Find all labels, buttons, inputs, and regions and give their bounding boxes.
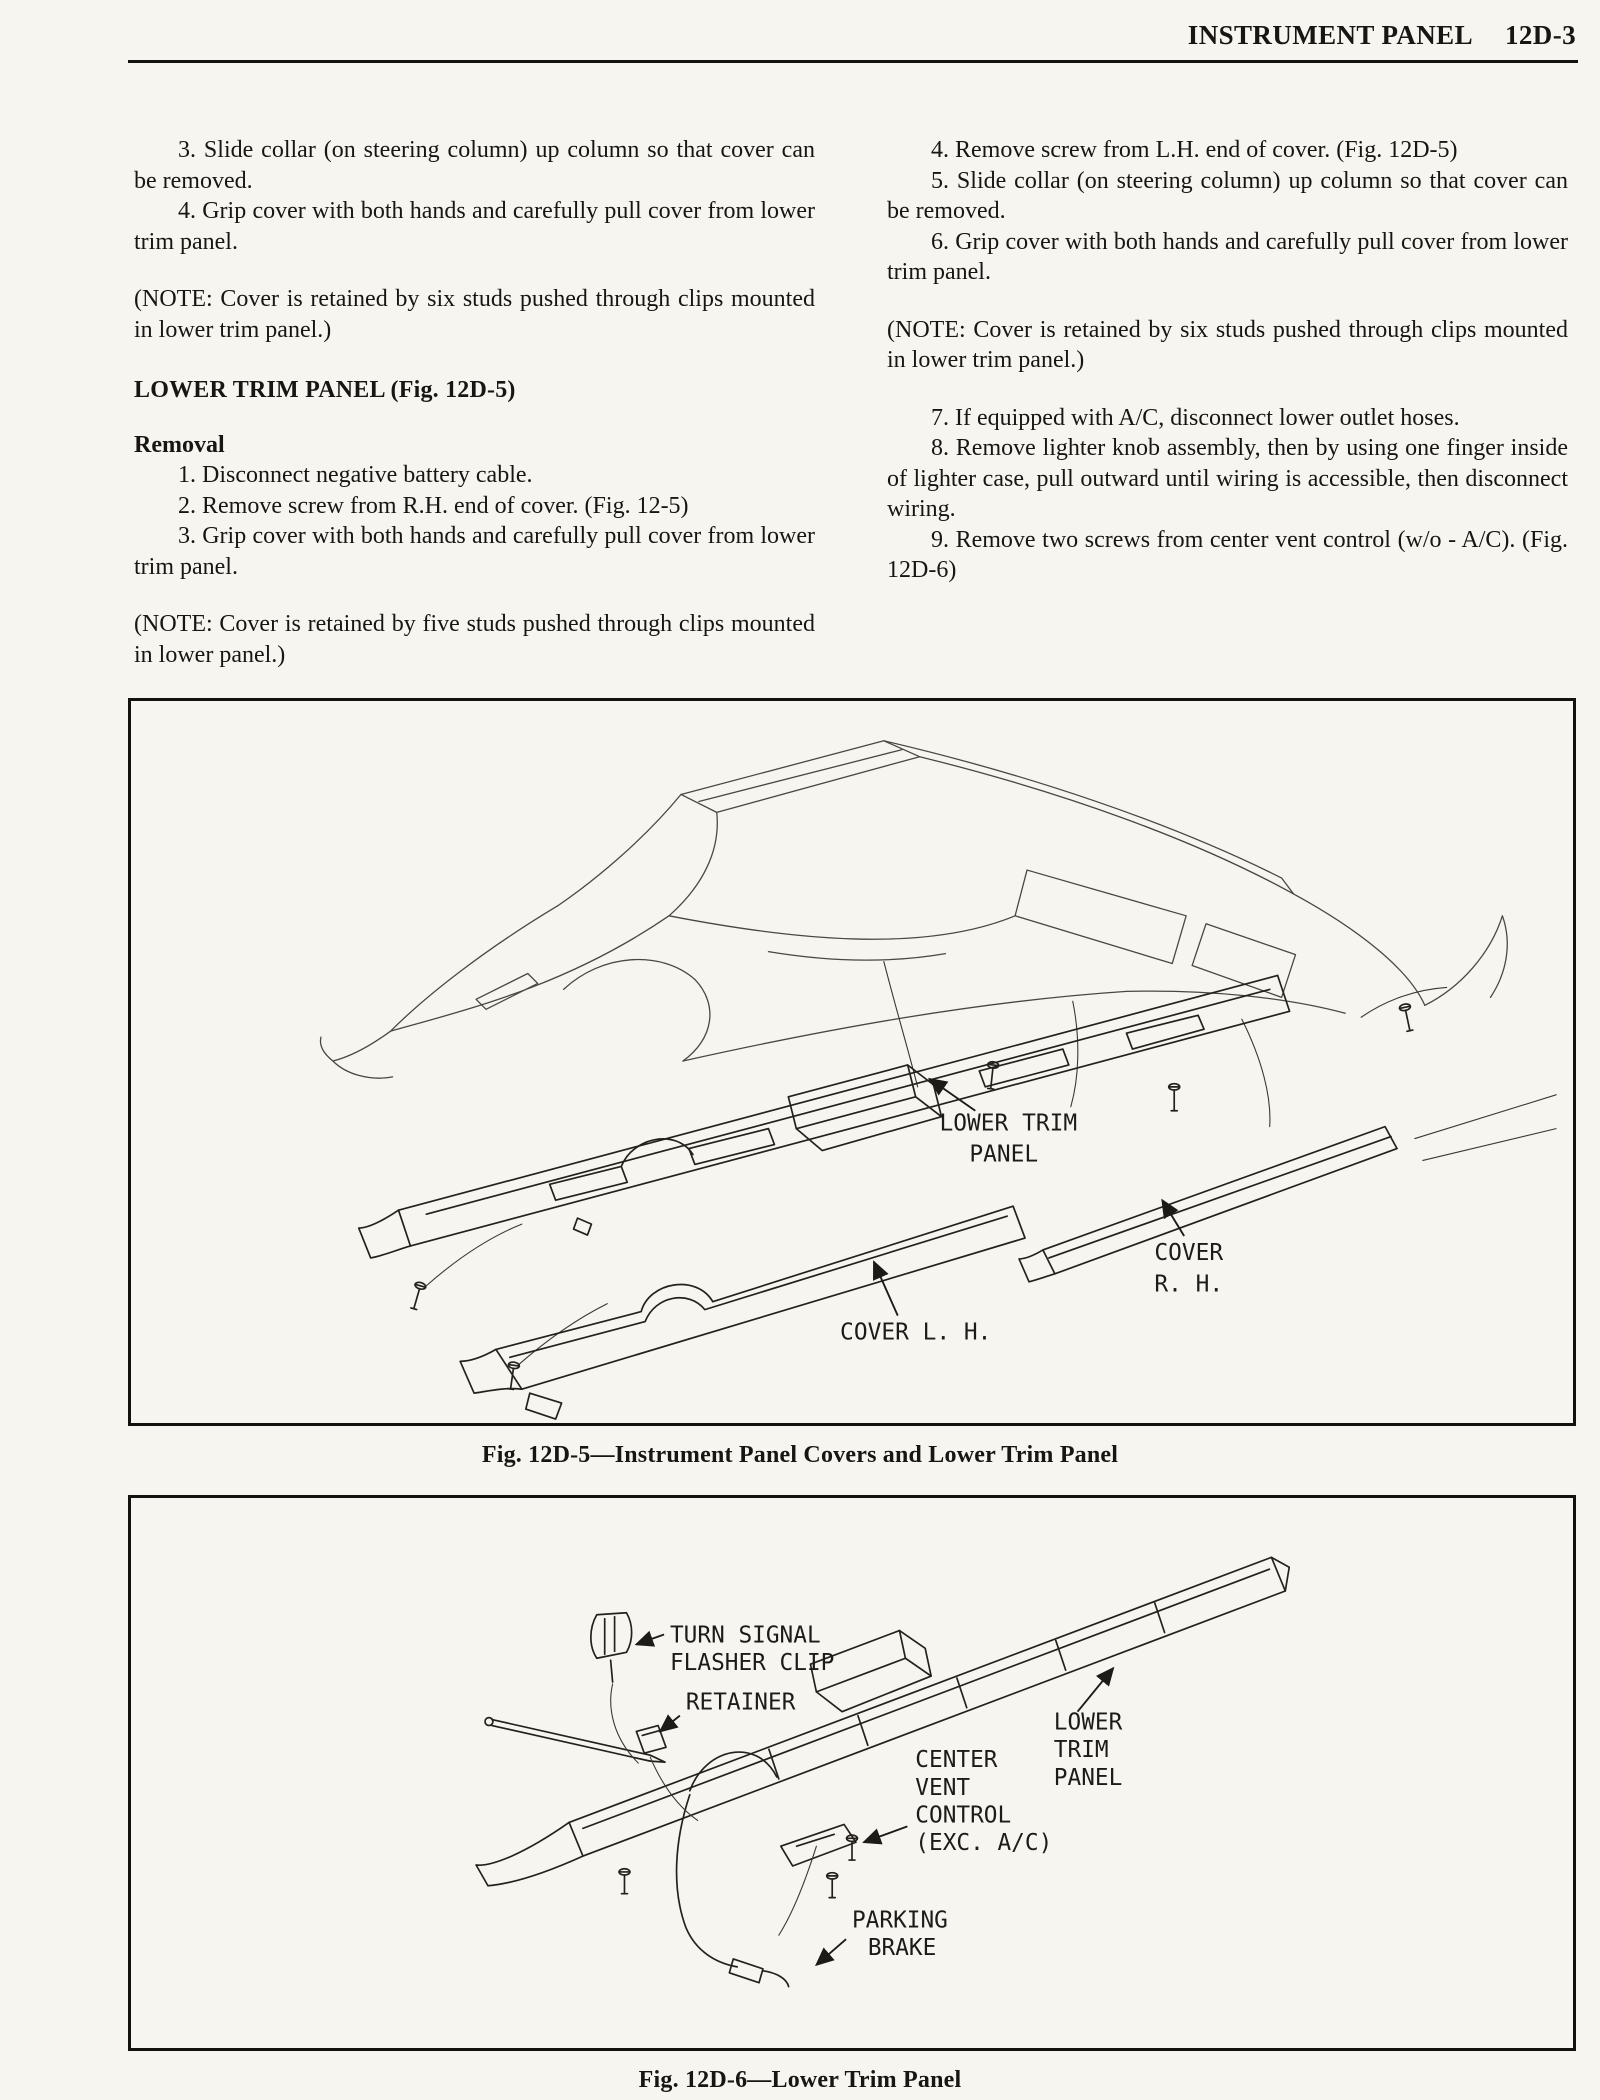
figure-12d-5 [128, 698, 1576, 1426]
step-paragraph: 3. Slide collar (on steering column) up column so that cover can be removed. [134, 137, 815, 194]
step-paragraph: 1. Disconnect negative battery cable. [178, 462, 533, 488]
wiring-lines [611, 1684, 817, 1935]
step-paragraph: 5. Slide collar (on steering column) up column so that cover can be removed. [887, 167, 1568, 224]
flasher-clip-icon [591, 1613, 632, 1682]
label-turn-signal-flasher-clip: FLASHER CLIP [669, 1650, 835, 1677]
page-title: INSTRUMENT PANEL [1187, 20, 1473, 50]
header-rule [128, 60, 1578, 63]
label-parking-brake: BRAKE [867, 1935, 937, 1962]
step-paragraph: 9. Remove two screws from center vent control (w/o - A/C). (Fig. 12D-6) [887, 526, 1568, 583]
step-paragraph: 2. Remove screw from R.H. end of cover. (Fig. 12-5) [178, 492, 689, 519]
label-lower-trim-panel: LOWER TRIM [939, 1110, 1078, 1137]
sub-heading-removal: Removal [134, 431, 225, 458]
lower-trim-panel-part [476, 1557, 1289, 1885]
label-center-vent-control: VENT [915, 1774, 971, 1801]
label-lower-trim-panel: PANEL [969, 1141, 1039, 1168]
lower-trim-panel-part [359, 975, 1290, 1257]
label-cover-rh: COVER [1154, 1239, 1224, 1266]
page-header [0, 0, 1600, 51]
lower-trim-panel-diagram [131, 1498, 1573, 2048]
step-paragraph: 7. If equipped with A/C, disconnect lower outlet hoses. [931, 404, 1460, 431]
section-heading-lower-trim-panel: LOWER TRIM PANEL (Fig. 12D-5) [134, 377, 516, 403]
car-body-wireframe [320, 741, 1507, 1078]
page-number: 12D-3 [1505, 20, 1576, 50]
center-vent-control-icon [781, 1824, 856, 1866]
instrument-panel-covers-diagram [131, 701, 1573, 1423]
figure-12d-5-caption: Fig. 12D-5—Instrument Panel Covers and Lower Trim Panel [481, 1442, 1119, 1468]
label-lower-trim-panel: LOWER [1053, 1709, 1123, 1736]
label-cover-lh: COVER L. H. [840, 1319, 992, 1346]
note-paragraph: (NOTE: Cover is retained by five studs pushed through clips mounted in lower panel.) [134, 611, 815, 668]
figure-12d-6-caption: Fig. 12D-6—Lower Trim Panel [638, 2067, 962, 2093]
left-column [134, 135, 815, 670]
label-center-vent-control: CONTROL [915, 1802, 1012, 1829]
step-paragraph: 4. Grip cover with both hands and carefully pull cover from lower trim panel. [134, 198, 815, 255]
parking-brake-cable-icon [677, 1795, 789, 1987]
note-paragraph: (NOTE: Cover is retained by six studs pushed through clips mounted in lower trim panel.) [887, 316, 1568, 373]
cover-lh-part [460, 1206, 1025, 1419]
label-lower-trim-panel: PANEL [1053, 1764, 1123, 1791]
label-parking-brake: PARKING [852, 1907, 948, 1934]
text-columns [134, 135, 1568, 670]
label-center-vent-control: (EXC. A/C) [915, 1830, 1053, 1857]
step-paragraph: 8. Remove lighter knob assembly, then by using one finger inside of lighter case, pull outward until wiring is accessible, then disconnect wiring. [887, 435, 1568, 522]
label-turn-signal-flasher-clip: TURN SIGNAL [669, 1622, 821, 1649]
step-paragraph: 6. Grip cover with both hands and carefully pull cover from lower trim panel. [887, 228, 1568, 285]
figure-12d-6 [128, 1495, 1576, 2051]
right-column [887, 135, 1568, 670]
step-paragraph: 4. Remove screw from L.H. end of cover. (Fig. 12D-5) [931, 137, 1458, 163]
label-cover-rh: R. H. [1154, 1271, 1224, 1298]
label-lower-trim-panel: TRIM [1053, 1737, 1109, 1764]
label-retainer: RETAINER [685, 1689, 796, 1716]
step-paragraph: 3. Grip cover with both hands and carefully pull cover from lower trim panel. [134, 523, 815, 580]
label-center-vent-control: CENTER [915, 1747, 998, 1774]
note-paragraph: (NOTE: Cover is retained by six studs pushed through clips mounted in lower trim panel.) [134, 286, 815, 343]
